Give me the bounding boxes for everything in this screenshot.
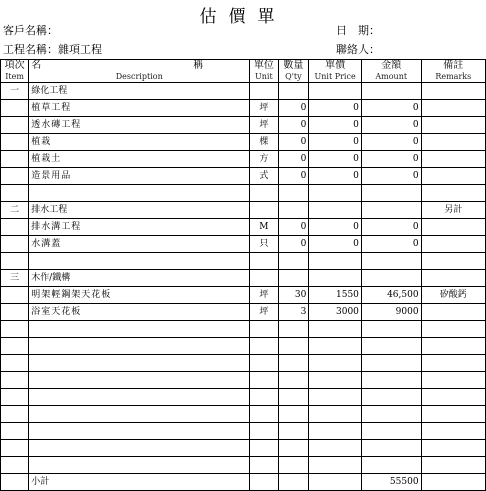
item-qty: 0 (278, 236, 309, 253)
blank-cell (361, 253, 421, 270)
blank-cell (421, 440, 485, 457)
blank-row (1, 389, 486, 406)
blank-cell (250, 355, 278, 372)
item-unit-price: 0 (309, 168, 362, 185)
blank-cell (421, 406, 485, 423)
blank-cell (361, 372, 421, 389)
item-number (1, 236, 29, 253)
blank-row (1, 423, 486, 440)
item-qty: 0 (278, 168, 309, 185)
item-qty: 0 (278, 151, 309, 168)
customer-name-label: 客戶名稱： (3, 24, 58, 37)
item-amount: 0 (361, 168, 421, 185)
contact-label: 聯絡人： (336, 43, 380, 56)
blank-cell (309, 406, 362, 423)
blank-cell (361, 440, 421, 457)
blank-cell (250, 406, 278, 423)
blank-cell (278, 372, 309, 389)
blank-cell (278, 185, 309, 202)
blank-cell (309, 355, 362, 372)
header-unit-price-en: Unit Price (309, 72, 362, 83)
blank-cell (250, 423, 278, 440)
blank-cell (278, 202, 309, 219)
blank-cell (278, 338, 309, 355)
header-item-en: Item (1, 72, 29, 83)
blank-cell (29, 355, 250, 372)
blank-cell (250, 474, 278, 491)
item-amount: 9000 (361, 304, 421, 321)
section-number: 一 (1, 83, 29, 100)
item-qty: 0 (278, 219, 309, 236)
blank-cell (1, 253, 29, 270)
estimate-table (0, 59, 486, 491)
blank-cell (421, 474, 485, 491)
blank-cell (278, 457, 309, 474)
blank-cell (29, 389, 250, 406)
item-unit: 坪 (250, 304, 278, 321)
blank-cell (361, 406, 421, 423)
blank-cell (361, 202, 421, 219)
section-title: 木作/鐵構 (29, 270, 250, 287)
blank-cell (421, 423, 485, 440)
blank-cell (361, 185, 421, 202)
section-number: 三 (1, 270, 29, 287)
item-number (1, 168, 29, 185)
item-unit: 坪 (250, 100, 278, 117)
blank-cell (250, 83, 278, 100)
item-unit: 坪 (250, 117, 278, 134)
blank-cell (29, 185, 250, 202)
blank-row (1, 321, 486, 338)
blank-cell (309, 338, 362, 355)
blank-cell (250, 372, 278, 389)
blank-cell (421, 389, 485, 406)
item-qty: 30 (278, 287, 309, 304)
header-description: 名 稱 (29, 60, 250, 73)
item-qty: 3 (278, 304, 309, 321)
header-row-zh (1, 60, 486, 73)
item-qty: 0 (278, 117, 309, 134)
blank-row (1, 355, 486, 372)
section-title: 綠化工程 (29, 83, 250, 100)
blank-cell (421, 253, 485, 270)
item-row (1, 151, 486, 168)
item-unit-price: 0 (309, 236, 362, 253)
blank-cell (421, 355, 485, 372)
item-row (1, 100, 486, 117)
blank-cell (250, 389, 278, 406)
blank-cell (278, 406, 309, 423)
item-remark (421, 236, 485, 253)
item-description: 透水磚工程 (29, 117, 250, 134)
item-row (1, 168, 486, 185)
subtotal-amount: 55500 (361, 474, 421, 491)
item-amount: 0 (361, 151, 421, 168)
blank-cell (309, 270, 362, 287)
item-amount: 46,500 (361, 287, 421, 304)
item-qty: 0 (278, 134, 309, 151)
blank-cell (309, 321, 362, 338)
blank-cell (309, 423, 362, 440)
item-remark (421, 304, 485, 321)
blank-cell (278, 83, 309, 100)
blank-cell (1, 372, 29, 389)
blank-cell (1, 440, 29, 457)
blank-cell (29, 406, 250, 423)
blank-row (1, 253, 486, 270)
blank-cell (278, 474, 309, 491)
item-row (1, 236, 486, 253)
blank-row (1, 457, 486, 474)
blank-cell (29, 372, 250, 389)
header-qty: 數量 (278, 60, 309, 73)
blank-row (1, 185, 486, 202)
section-remark (421, 270, 485, 287)
blank-cell (1, 355, 29, 372)
header-amount-en: Amount (361, 72, 421, 83)
blank-cell (250, 338, 278, 355)
item-unit-price: 0 (309, 219, 362, 236)
blank-row (1, 440, 486, 457)
blank-cell (250, 253, 278, 270)
document-title: 估價單 (199, 7, 287, 27)
blank-cell (29, 457, 250, 474)
item-description: 排水溝工程 (29, 219, 250, 236)
item-number (1, 134, 29, 151)
blank-cell (29, 338, 250, 355)
item-unit: 方 (250, 151, 278, 168)
blank-cell (278, 440, 309, 457)
blank-cell (250, 440, 278, 457)
blank-cell (309, 372, 362, 389)
item-unit-price: 0 (309, 117, 362, 134)
blank-cell (250, 185, 278, 202)
item-unit-price: 0 (309, 100, 362, 117)
blank-cell (361, 270, 421, 287)
item-amount: 0 (361, 236, 421, 253)
blank-cell (29, 423, 250, 440)
item-qty: 0 (278, 100, 309, 117)
blank-cell (361, 338, 421, 355)
header-remarks: 備註 (421, 60, 485, 73)
item-unit: 棵 (250, 134, 278, 151)
subtotal-row (1, 474, 486, 491)
blank-row (1, 406, 486, 423)
blank-cell (361, 355, 421, 372)
header-row-en (1, 72, 486, 83)
subtotal-label: 小計 (29, 474, 250, 491)
blank-cell (278, 389, 309, 406)
blank-cell (309, 389, 362, 406)
item-number (1, 117, 29, 134)
item-description: 造景用品 (29, 168, 250, 185)
blank-cell (309, 440, 362, 457)
item-number (1, 287, 29, 304)
blank-cell (278, 253, 309, 270)
item-number (1, 219, 29, 236)
item-unit-price: 1550 (309, 287, 362, 304)
blank-cell (421, 372, 485, 389)
blank-cell (309, 474, 362, 491)
section-remark: 另計 (421, 202, 485, 219)
item-description: 植栽土 (29, 151, 250, 168)
blank-cell (250, 457, 278, 474)
item-remark: 矽酸鈣 (421, 287, 485, 304)
blank-cell (421, 457, 485, 474)
item-amount: 0 (361, 134, 421, 151)
header-unit-en: Unit (250, 72, 278, 83)
blank-cell (361, 457, 421, 474)
blank-cell (1, 389, 29, 406)
item-number (1, 304, 29, 321)
item-amount: 0 (361, 100, 421, 117)
item-unit: M (250, 219, 278, 236)
item-description: 植栽 (29, 134, 250, 151)
blank-cell (278, 321, 309, 338)
blank-cell (1, 185, 29, 202)
item-amount: 0 (361, 219, 421, 236)
item-unit: 式 (250, 168, 278, 185)
item-description: 明架輕鋼架天花板 (29, 287, 250, 304)
blank-cell (421, 185, 485, 202)
item-row (1, 117, 486, 134)
header-unit: 單位 (250, 60, 278, 73)
section-row (1, 270, 486, 287)
item-remark (421, 168, 485, 185)
blank-cell (361, 423, 421, 440)
blank-cell (278, 270, 309, 287)
item-row (1, 304, 486, 321)
item-description: 水溝蓋 (29, 236, 250, 253)
blank-cell (421, 321, 485, 338)
item-unit-price: 0 (309, 151, 362, 168)
blank-cell (309, 253, 362, 270)
item-row (1, 134, 486, 151)
item-remark (421, 151, 485, 168)
header-unit-price: 單價 (309, 60, 362, 73)
item-remark (421, 219, 485, 236)
section-title: 排水工程 (29, 202, 250, 219)
item-remark (421, 100, 485, 117)
item-row (1, 287, 486, 304)
item-unit-price: 0 (309, 134, 362, 151)
section-remark (421, 83, 485, 100)
section-row (1, 83, 486, 100)
date-label: 日 期： (336, 24, 380, 37)
header-amount: 金額 (361, 60, 421, 73)
header-qty-en: Q'ty (278, 72, 309, 83)
blank-cell (250, 270, 278, 287)
blank-cell (278, 423, 309, 440)
blank-cell (1, 457, 29, 474)
blank-cell (309, 83, 362, 100)
item-unit: 坪 (250, 287, 278, 304)
header-description-en: Description (29, 72, 250, 83)
blank-cell (1, 338, 29, 355)
blank-cell (361, 83, 421, 100)
blank-cell (250, 202, 278, 219)
item-row (1, 219, 486, 236)
blank-cell (250, 321, 278, 338)
blank-cell (29, 321, 250, 338)
project-name-label: 工程名稱：雜項工程 (3, 43, 102, 56)
blank-row (1, 372, 486, 389)
item-remark (421, 117, 485, 134)
item-number (1, 151, 29, 168)
item-description: 植草工程 (29, 100, 250, 117)
section-row (1, 202, 486, 219)
blank-cell (361, 321, 421, 338)
header-remarks-en: Remarks (421, 72, 485, 83)
item-description: 浴室天花板 (29, 304, 250, 321)
blank-cell (309, 457, 362, 474)
header-item: 項次 (1, 60, 29, 73)
blank-cell (421, 338, 485, 355)
blank-row (1, 338, 486, 355)
item-unit-price: 3000 (309, 304, 362, 321)
item-number (1, 100, 29, 117)
item-unit: 只 (250, 236, 278, 253)
blank-cell (29, 253, 250, 270)
item-amount: 0 (361, 117, 421, 134)
blank-cell (278, 355, 309, 372)
blank-cell (309, 185, 362, 202)
item-remark (421, 134, 485, 151)
blank-cell (29, 440, 250, 457)
blank-cell (1, 423, 29, 440)
blank-cell (1, 321, 29, 338)
blank-cell (309, 202, 362, 219)
blank-cell (361, 389, 421, 406)
blank-cell (1, 406, 29, 423)
section-number: 二 (1, 202, 29, 219)
blank-cell (1, 474, 29, 491)
estimate-table-body (1, 60, 486, 491)
